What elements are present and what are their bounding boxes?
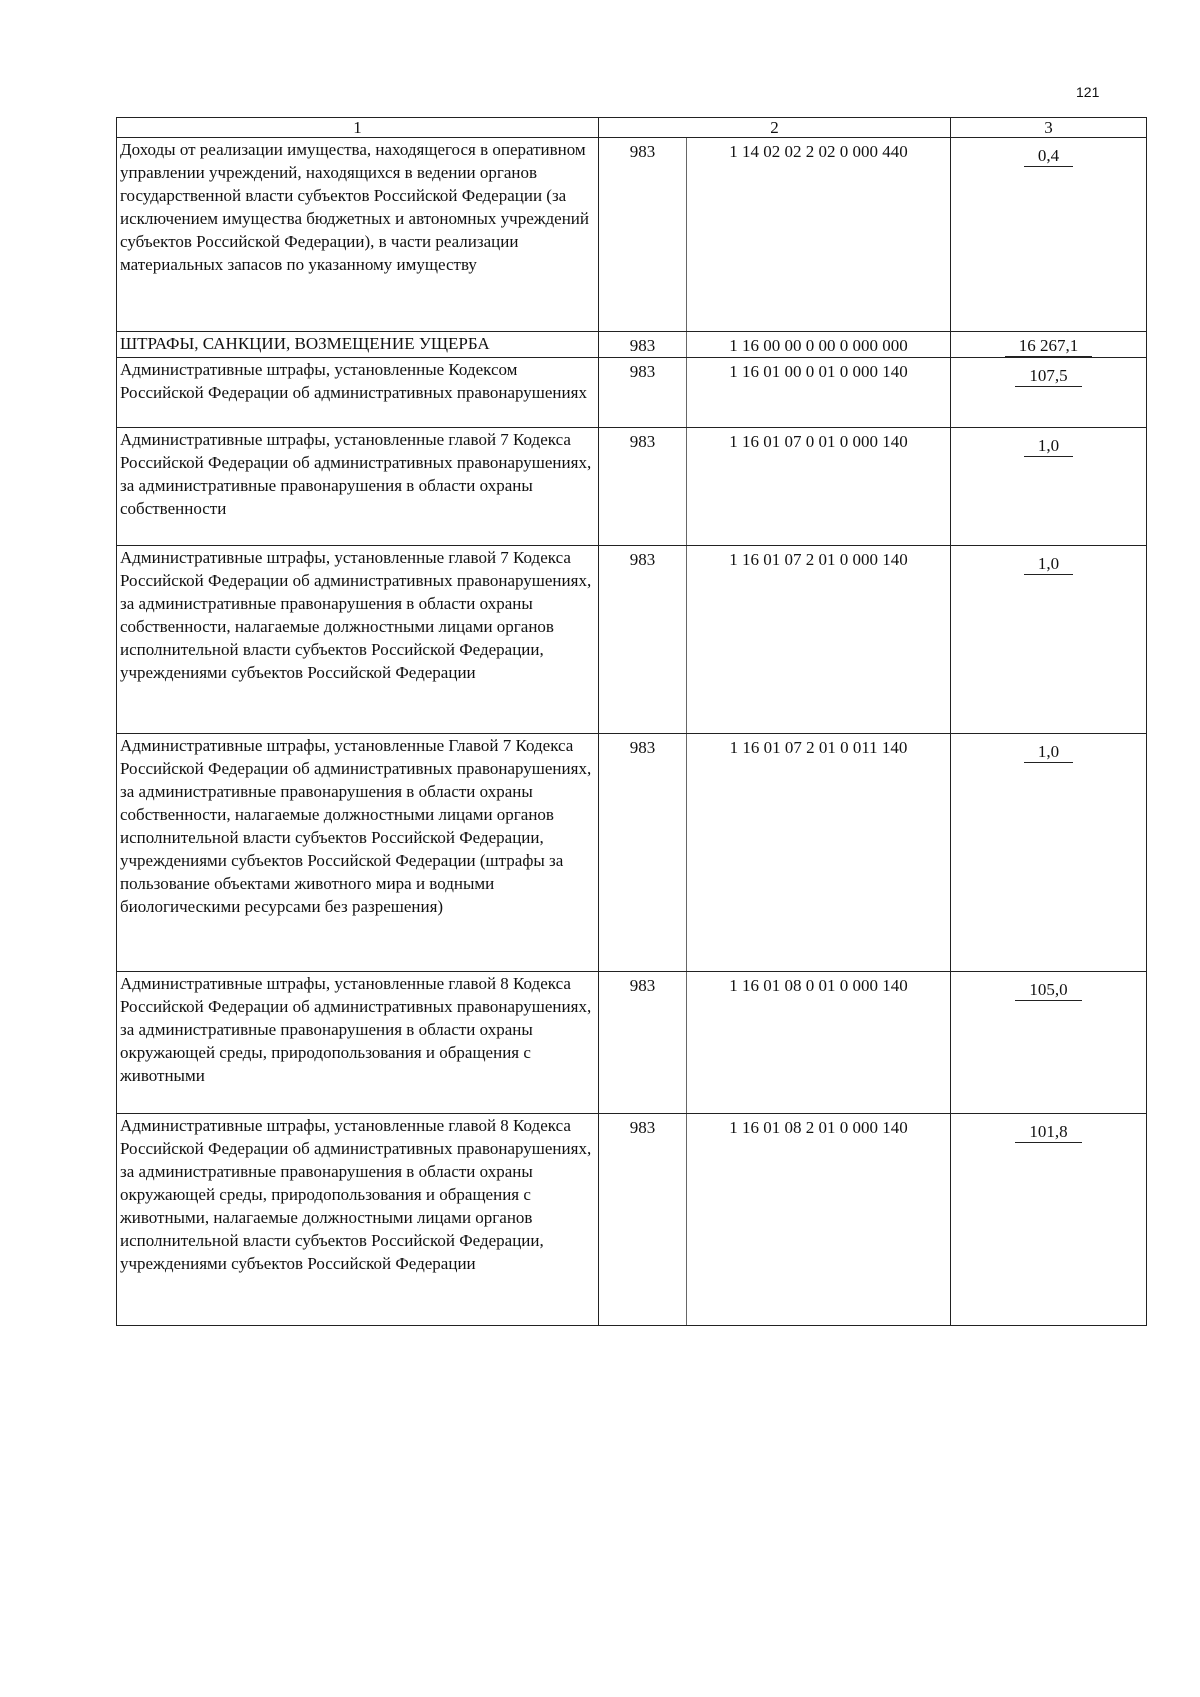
row-name: ШТРАФЫ, САНКЦИИ, ВОЗМЕЩЕНИЕ УЩЕРБА — [117, 332, 599, 358]
row-value: 0,4 — [951, 138, 1147, 332]
row-budget-code: 1 16 01 07 2 01 0 000 140 — [687, 546, 951, 734]
header-col-1: 1 — [117, 118, 599, 138]
row-name: Административные штрафы, установленные главой 7 Кодекса Российской Федерации об административных правонарушениях, за административные правонарушения в области охраны собственности, налагаемые должностными лицами органов исполнительной власти субъектов Российской Федерации, учреждениями субъектов Российской Федерации — [117, 546, 599, 734]
row-value: 105,0 — [951, 972, 1147, 1114]
row-admin-code: 983 — [599, 734, 687, 972]
row-budget-code: 1 16 00 00 0 00 0 000 000 — [687, 332, 951, 358]
row-name: Административные штрафы, установленные главой 8 Кодекса Российской Федерации об административных правонарушениях, за административные правонарушения в области охраны окружающей среды, природопользования и обращения с животными — [117, 972, 599, 1114]
row-name: Доходы от реализации имущества, находящегося в оперативном управлении учреждений, находящихся в ведении органов государственной власти субъектов Российской Федерации (за исключением имущества бюджетных и автономных учреждений субъектов Российской Федерации), в части реализации материальных запасов по указанному имуществу — [117, 138, 599, 332]
row-admin-code: 983 — [599, 546, 687, 734]
row-value: 1,0 — [951, 546, 1147, 734]
table-row — [117, 428, 1147, 546]
row-value: 107,5 — [951, 358, 1147, 428]
header-col-2: 2 — [599, 118, 951, 138]
row-name: Административные штрафы, установленные Кодексом Российской Федерации об административных правонарушениях — [117, 358, 599, 428]
row-name: Административные штрафы, установленные Главой 7 Кодекса Российской Федерации об административных правонарушениях, за административные правонарушения в области охраны собственности, налагаемые должностными лицами органов исполнительной власти субъектов Российской Федерации, учреждениями субъектов Российской Федерации (штрафы за пользование объектами животного мира и водными биологическими ресурсами без разрешения) — [117, 734, 599, 972]
page-number: 121 — [1076, 84, 1100, 100]
row-name: Административные штрафы, установленные главой 7 Кодекса Российской Федерации об административных правонарушениях, за административные правонарушения в области охраны собственности — [117, 428, 599, 546]
header-col-3: 3 — [951, 118, 1147, 138]
row-value: 1,0 — [951, 428, 1147, 546]
row-admin-code: 983 — [599, 972, 687, 1114]
row-budget-code: 1 16 01 07 2 01 0 011 140 — [687, 734, 951, 972]
table-row — [117, 972, 1147, 1114]
row-name: Административные штрафы, установленные главой 8 Кодекса Российской Федерации об административных правонарушениях, за административные правонарушения в области охраны окружающей среды, природопользования и обращения с животными, налагаемые должностными лицами органов исполнительной власти субъектов Российской Федерации, учреждениями субъектов Российской Федерации — [117, 1114, 599, 1326]
table-row — [117, 332, 1147, 358]
row-value: 16 267,1 — [951, 332, 1147, 358]
table-row — [117, 358, 1147, 428]
row-admin-code: 983 — [599, 138, 687, 332]
row-admin-code: 983 — [599, 358, 687, 428]
row-budget-code: 1 16 01 00 0 01 0 000 140 — [687, 358, 951, 428]
table-row — [117, 734, 1147, 972]
row-budget-code: 1 16 01 07 0 01 0 000 140 — [687, 428, 951, 546]
revenue-table — [116, 117, 1147, 1326]
row-admin-code: 983 — [599, 428, 687, 546]
row-budget-code: 1 16 01 08 2 01 0 000 140 — [687, 1114, 951, 1326]
row-admin-code: 983 — [599, 332, 687, 358]
row-budget-code: 1 14 02 02 2 02 0 000 440 — [687, 138, 951, 332]
table-row — [117, 138, 1147, 332]
row-value: 101,8 — [951, 1114, 1147, 1326]
row-budget-code: 1 16 01 08 0 01 0 000 140 — [687, 972, 951, 1114]
row-value: 1,0 — [951, 734, 1147, 972]
row-admin-code: 983 — [599, 1114, 687, 1326]
table-row — [117, 546, 1147, 734]
table-row — [117, 1114, 1147, 1326]
table-header-row — [117, 118, 1147, 138]
